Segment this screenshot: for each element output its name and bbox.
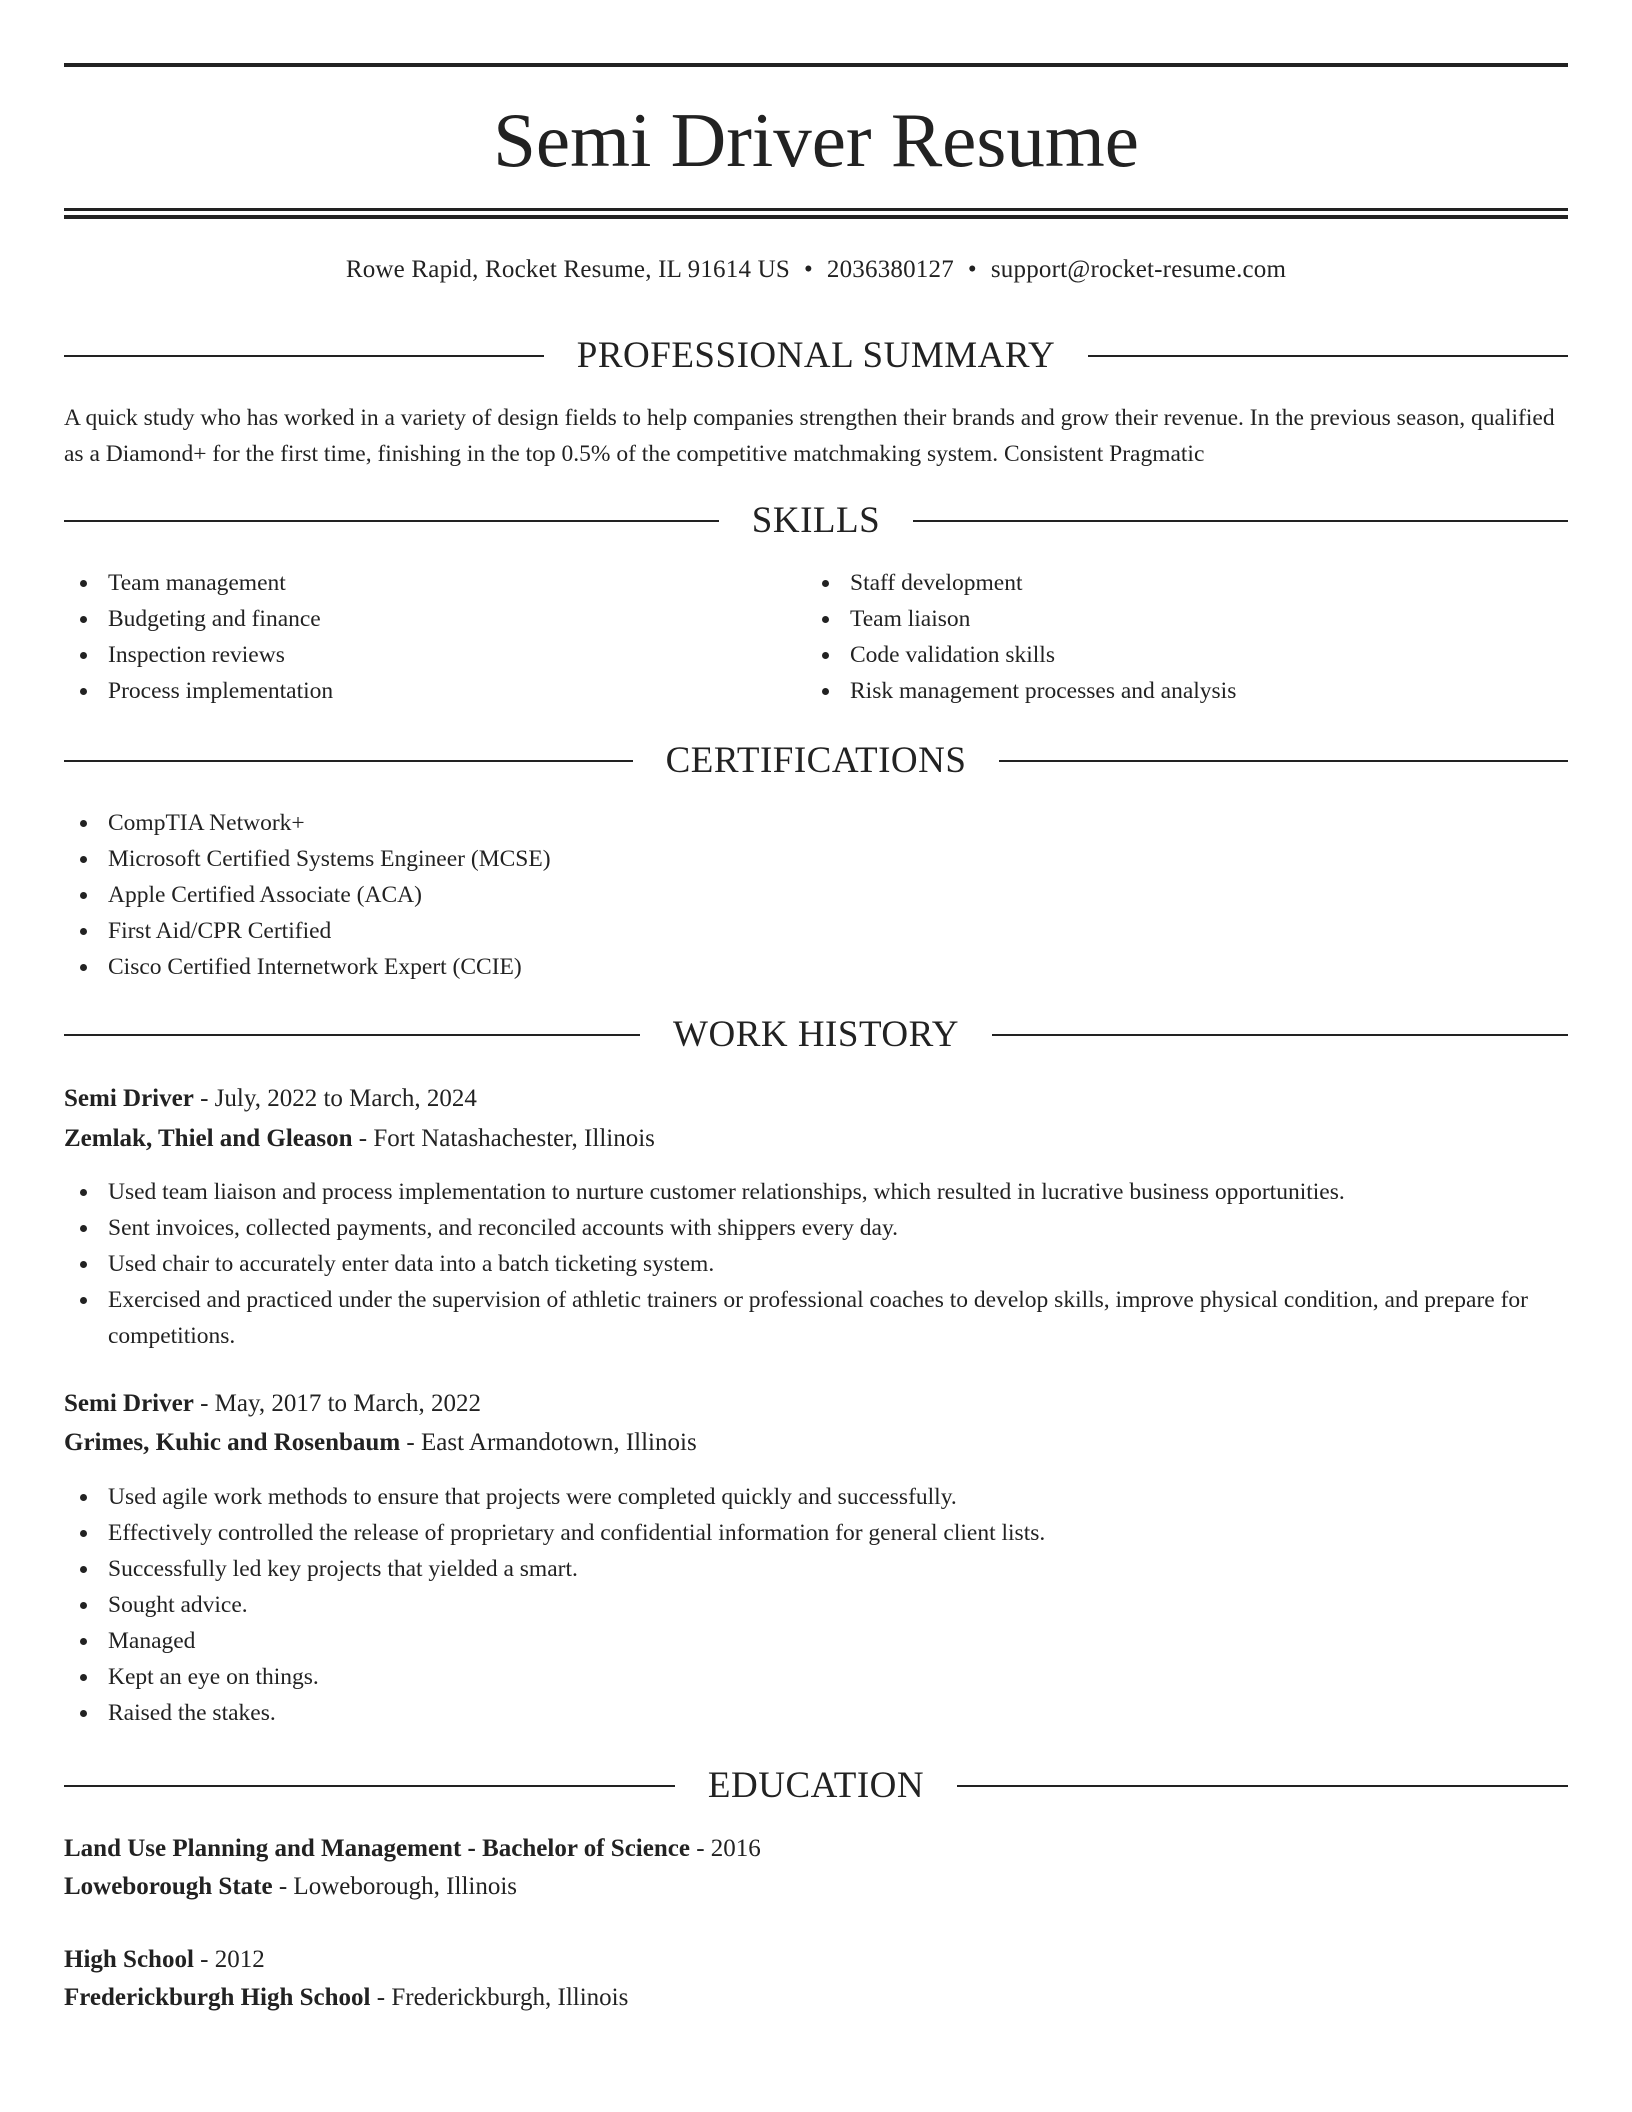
education-school: Loweborough State bbox=[64, 1873, 273, 1900]
job-title-line: Semi Driver - July, 2022 to March, 2024 bbox=[64, 1085, 477, 1112]
resume-title: Semi Driver Resume bbox=[493, 97, 1139, 183]
job-dates: July, 2022 to March, 2024 bbox=[214, 1085, 477, 1112]
heading-rule bbox=[1088, 355, 1568, 357]
education-school-line: Frederickburgh High School - Frederickburgh, Illinois bbox=[64, 1984, 629, 2011]
skill-item: Process implementation bbox=[64, 673, 804, 709]
job-bullet: Used agile work methods to ensure that projects were completed quickly and successfully. bbox=[64, 1479, 1568, 1515]
certification-item: Microsoft Certified Systems Engineer (MCSE) bbox=[64, 841, 1568, 877]
job-bullets bbox=[64, 1174, 1568, 1354]
job-bullets bbox=[64, 1479, 1568, 1731]
skill-item: Budgeting and finance bbox=[64, 601, 804, 637]
heading-rule bbox=[992, 1034, 1568, 1036]
education-year: 2012 bbox=[214, 1946, 265, 1973]
heading-rule bbox=[64, 355, 544, 357]
summary-text: A quick study who has worked in a variety of design fields to help companies strengthen their brands and grow their revenue. In the previous season, qualified as a Diamond+ for the first time, finishing in the top 0.5% of the competitive matchmaking system. Consistent Pragmatic bbox=[64, 405, 1555, 467]
skill-item: Code validation skills bbox=[806, 637, 1566, 673]
certification-item: First Aid/CPR Certified bbox=[64, 913, 1568, 949]
education-location: Loweborough, Illinois bbox=[293, 1873, 518, 1900]
skills-list-right bbox=[806, 565, 1566, 709]
job-company: Grimes, Kuhic and Rosenbaum bbox=[64, 1429, 401, 1456]
work-history-heading-text: WORK HISTORY bbox=[673, 1014, 959, 1055]
education-school: Frederickburgh High School bbox=[64, 1984, 371, 2011]
education-year: 2016 bbox=[710, 1835, 761, 1862]
job-title: Semi Driver bbox=[64, 1390, 194, 1417]
heading-rule bbox=[913, 520, 1568, 522]
job-company: Zemlak, Thiel and Gleason bbox=[64, 1125, 353, 1152]
education-degree: High School bbox=[64, 1946, 194, 1973]
title-double-rule bbox=[64, 208, 1568, 219]
heading-rule bbox=[999, 760, 1568, 762]
skills-heading bbox=[64, 496, 1568, 546]
job-bullet: Managed bbox=[64, 1623, 1568, 1659]
skills-heading-text: SKILLS bbox=[751, 500, 881, 541]
job-dates: May, 2017 to March, 2022 bbox=[214, 1390, 482, 1417]
skill-item: Team liaison bbox=[806, 601, 1566, 637]
job-bullet: Effectively controlled the release of proprietary and confidential information for general client lists. bbox=[64, 1515, 1568, 1551]
job-company-line: Grimes, Kuhic and Rosenbaum - East Armandotown, Illinois bbox=[64, 1429, 697, 1456]
job-bullet: Kept an eye on things. bbox=[64, 1659, 1568, 1695]
contact-separator: • bbox=[803, 256, 813, 283]
heading-rule bbox=[64, 760, 633, 762]
contact-line bbox=[64, 253, 1568, 287]
education-degree-line: High School - 2012 bbox=[64, 1946, 265, 1973]
work-history-heading bbox=[64, 1010, 1568, 1060]
education-heading-text: EDUCATION bbox=[707, 1765, 925, 1806]
certification-item: Cisco Certified Internetwork Expert (CCIE) bbox=[64, 949, 1568, 985]
job-location: East Armandotown, Illinois bbox=[421, 1429, 697, 1456]
education-degree: Land Use Planning and Management - Bachelor of Science bbox=[64, 1835, 690, 1862]
certifications-heading bbox=[64, 736, 1568, 786]
heading-rule bbox=[957, 1785, 1568, 1787]
certifications-heading-text: CERTIFICATIONS bbox=[665, 740, 967, 781]
job-title: Semi Driver bbox=[64, 1085, 194, 1112]
certifications-list bbox=[64, 805, 1568, 985]
skills-list-left bbox=[64, 565, 804, 709]
heading-rule bbox=[64, 1785, 675, 1787]
skill-item: Team management bbox=[64, 565, 804, 601]
contact-email: support@rocket-resume.com bbox=[990, 256, 1287, 283]
job-bullet: Sought advice. bbox=[64, 1587, 1568, 1623]
education-degree-line: Land Use Planning and Management - Bachelor of Science - 2016 bbox=[64, 1835, 761, 1862]
job-company-line: Zemlak, Thiel and Gleason - Fort Natashachester, Illinois bbox=[64, 1125, 655, 1152]
skill-item: Risk management processes and analysis bbox=[806, 673, 1566, 709]
contact-separator: • bbox=[967, 256, 977, 283]
job-bullet: Used team liaison and process implementation to nurture customer relationships, which resulted in lucrative business opportunities. bbox=[64, 1174, 1568, 1210]
skill-item: Inspection reviews bbox=[64, 637, 804, 673]
education-heading bbox=[64, 1761, 1568, 1811]
summary-heading-text: PROFESSIONAL SUMMARY bbox=[576, 335, 1056, 376]
heading-rule bbox=[64, 1034, 640, 1036]
contact-phone: 2036380127 bbox=[826, 256, 954, 283]
contact-address: Rowe Rapid, Rocket Resume, IL 91614 US bbox=[345, 256, 790, 283]
heading-rule bbox=[64, 520, 719, 522]
job-bullet: Sent invoices, collected payments, and reconciled accounts with shippers every day. bbox=[64, 1210, 1568, 1246]
skill-item: Staff development bbox=[806, 565, 1566, 601]
certification-item: CompTIA Network+ bbox=[64, 805, 1568, 841]
certification-item: Apple Certified Associate (ACA) bbox=[64, 877, 1568, 913]
education-location: Frederickburgh, Illinois bbox=[391, 1984, 629, 2011]
job-location: Fort Natashachester, Illinois bbox=[373, 1125, 655, 1152]
education-school-line: Loweborough State - Loweborough, Illinois bbox=[64, 1873, 518, 1900]
job-bullet: Successfully led key projects that yielded a smart. bbox=[64, 1551, 1568, 1587]
job-bullet: Raised the stakes. bbox=[64, 1695, 1568, 1731]
summary-heading bbox=[64, 331, 1568, 381]
job-bullet: Used chair to accurately enter data into a batch ticketing system. bbox=[64, 1246, 1568, 1282]
top-rule bbox=[64, 63, 1568, 67]
job-title-line: Semi Driver - May, 2017 to March, 2022 bbox=[64, 1390, 482, 1417]
job-bullet: Exercised and practiced under the supervision of athletic trainers or professional coaches to develop skills, improve physical condition, and prepare for competitions. bbox=[64, 1282, 1568, 1354]
